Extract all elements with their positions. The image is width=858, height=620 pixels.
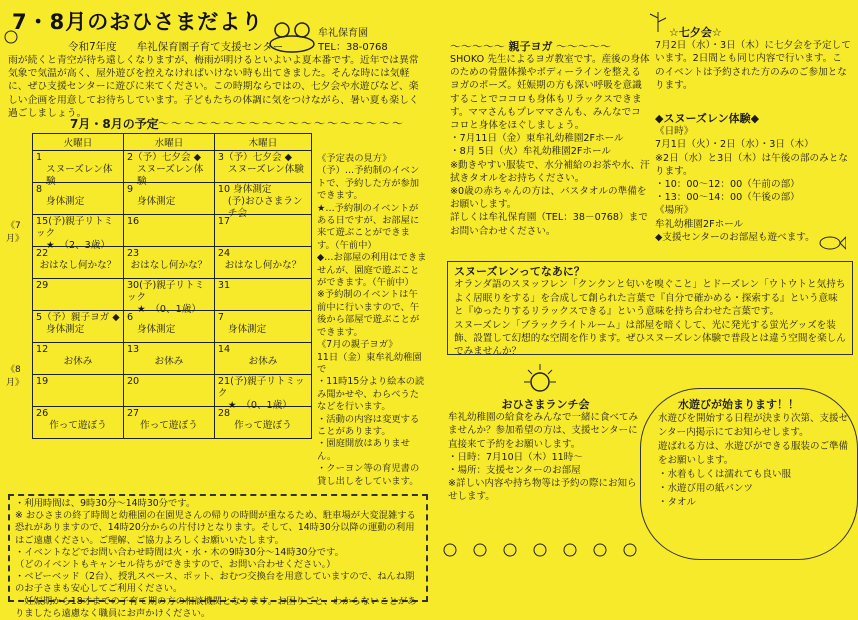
schedule-notes: 《予定表の見方》 （予）…予約制のイベントで、予約した方が参加できます。 ★…予約制のイベントがある日ですが、お部屋に来て遊ぶことができます。（午前中） ◆…お部屋の利用はできませんが、園庭で遊ぶことができます。（午前中） ※予約制のイベントは午前中に行いますので、午後から部屋で遊ぶことができます。 《7月の親子ヨガ》 11日（金）東牟礼幼稚園で ・11時15分より絵本の読み聞かせや、わらべうたなどを行います。 ・活動の内容は変更することがあります。 ・園庭開放はありません。 ・クーヨン等の育児書の貸し出しをしています。 bbox=[317, 153, 427, 487]
ball-icon bbox=[4, 30, 18, 44]
fiscal-year: 令和7年度 bbox=[68, 41, 117, 53]
cell: 10 身体測定 (予)おひさまランチ会 bbox=[214, 183, 311, 215]
snoezelen-section bbox=[655, 112, 851, 244]
month-label-august: 《8月》 bbox=[6, 364, 25, 388]
schedule-title: 7月・8月の予定 bbox=[70, 117, 159, 131]
kids-illustration bbox=[268, 14, 316, 54]
tanabata-text: 7月2日（水）・3日（木）に七夕会を予定しています。2日間とも同じ内容で行います。このイベントは予約された方のみのご参加となります。 bbox=[655, 40, 851, 91]
schedule-table bbox=[6, 133, 312, 439]
cell: 16 bbox=[123, 215, 214, 247]
cell: 1 スヌーズレン体験 bbox=[33, 151, 124, 183]
lunch-title: おひさまランチ会 bbox=[501, 398, 590, 411]
snoezelen-explainer bbox=[447, 261, 853, 358]
cell: 24 おはなし何かな？ bbox=[214, 247, 311, 279]
cell: 7 身体測定 bbox=[214, 311, 311, 343]
header-wed: 水曜日 bbox=[123, 134, 214, 151]
tanabata-section bbox=[655, 26, 851, 92]
cell: 12 お休み bbox=[33, 343, 124, 375]
cell: 17 bbox=[214, 215, 311, 247]
sun-icon bbox=[520, 362, 560, 396]
cell: 2（予）七夕会 ◆ スヌーズレン体験 bbox=[123, 151, 214, 183]
cell: 15(予)親子リトミック ★ （2、3歳） bbox=[33, 215, 124, 247]
snoezelen-text: 《日時》 7月1日（火）・2日（水）・3日（木） ※2日（水）と3日（木）は午後の部のみとなります。 ・10：00～12：00（午前の部） ・13：00～14：00（午後の部） 《場所》 牟礼幼稚園2Fホール ◆支援センターのお部屋も遊べます。 bbox=[655, 126, 848, 243]
month-label-july: 《7月》 bbox=[6, 220, 25, 244]
org-name: 牟礼保育園 bbox=[318, 28, 368, 39]
cell: 5（予）親子ヨガ ◆ 身体測定 bbox=[33, 311, 124, 343]
cell: 31 bbox=[214, 279, 311, 311]
tanabata-title: ☆七夕会☆ bbox=[669, 26, 722, 39]
cell: 13 お休み bbox=[123, 343, 214, 375]
header-tue: 火曜日 bbox=[33, 134, 124, 151]
cell: 27 作って遊ぼう bbox=[123, 407, 214, 439]
water-text: 水遊びを開始する日程が決まり次第、支援センター内掲示にてお知らせします。 遊ばれる方は、水遊びができる服装のご準備をお願いします。 ・水着もしくは濡れても良い服 ・水遊び用の紙パンツ ・タオル bbox=[658, 413, 849, 508]
cell: 8 身体測定 bbox=[33, 183, 124, 215]
wave-decoration: 〜〜〜〜〜 bbox=[450, 40, 509, 53]
cell: 23 おはなし何かな？ bbox=[123, 247, 214, 279]
cell: 19 bbox=[33, 375, 124, 407]
bamboo-icon bbox=[648, 12, 668, 32]
lunch-section bbox=[448, 398, 643, 504]
shells-decoration bbox=[440, 540, 640, 560]
cell: 14 お休み bbox=[214, 343, 311, 375]
contact bbox=[318, 27, 388, 55]
center-name: 牟礼保育園子育て支援センター bbox=[136, 41, 284, 53]
cell: 20 bbox=[123, 375, 214, 407]
water-play-section bbox=[640, 398, 850, 510]
explainer-text: オランダ語のスヌッフレン「クンクンと匂いを嗅ぐこと」とドーズレン「ウトウトと気持ちよく居眠りをする」を合成して創られた言葉で『自分で確かめる・探索する』という意味と『ゆったりするリラックスできる』という意味を持ち合わせた言葉です。 スヌーズレン「ブラックライトルーム」は部屋を暗くして、光に発光する蛍光グッズを装飾、設置して幻想的な空間を作ります。ぜひスヌーズレン体験で普段とは違う空間を楽しんでみませんか？ bbox=[454, 279, 846, 358]
page-title: 7・8月のおひさまだより bbox=[12, 10, 264, 34]
usage-info: ・利用時間は、9時30分～14時30分です。 ※ おひさまの終了時間と幼稚園の在園児さんの帰りの時間が重なるため、駐車場が大変混雑する恐れがありますので、14時20分からの片付けとなります。そして、14時30分以降の運動の利用はご遠慮ください。ご理解、ご協力よろしくお願いいたします。 ・イベントなどでお問い合わせ時間は火・水・木の9時30分～14時30分です。 （どのイベントもキャンセル待ちができますので、お問い合わせください。） ・ベビーベッド（2台）、授乳スペース、ポット、おむつ交換台を用意していますので、ねんね期のお子さまも安心してご利用ください。 ・妊娠期から18才までの子育て期の方の相談機関となります。お困りごと、わからないことがありましたら遠慮なく職員にお声かけください。 bbox=[8, 494, 428, 602]
fish-icon bbox=[818, 234, 846, 252]
header-thu: 木曜日 bbox=[214, 134, 311, 151]
cell: 9 身体測定 bbox=[123, 183, 214, 215]
wave-decoration: 〜〜〜〜〜 bbox=[552, 40, 611, 53]
yoga-text: SHOKO 先生によるヨガ教室です。産後の身体のための骨盤体操やボディーラインを整えるヨガのポーズ。妊娠期の方も深い呼吸を意識することでココロも身体もリラックスできます。ママさんもプレママさんも、みんなでココロと身体をほぐしましょう。 ・7月11日（金）東牟礼幼稚園2Fホール ・8月 5日（火）牟礼幼稚園2Fホール ※動きやすい服装で、水分補給のお茶や水、汗拭きタオルをお持ちください。 ※0歳の赤ちゃんの方は、バスタオルの準備をお願いします。 詳しくは牟礼保育園（TEL：38－0768）までお問い合わせください。 bbox=[450, 54, 650, 237]
water-title: 水遊びが始まります！！ bbox=[678, 398, 799, 411]
cell: 6 身体測定 bbox=[123, 311, 214, 343]
cell: 30(予)親子リトミック ★ （0、1歳） bbox=[123, 279, 214, 311]
yoga-title: 〜〜〜〜〜 親子ヨガ 〜〜〜〜〜 bbox=[450, 40, 611, 53]
cell: 26 作って遊ぼう bbox=[33, 407, 124, 439]
cell: 3（予）七夕会 ◆ スヌーズレン体験 bbox=[214, 151, 311, 183]
cell: 28 作って遊ぼう bbox=[214, 407, 311, 439]
cell: 21(予)親子リトミック ★ （0、1歳） bbox=[214, 375, 311, 407]
wave-decoration: 〜〜〜〜〜〜〜〜〜〜〜〜〜〜〜〜〜〜〜〜 bbox=[145, 117, 405, 130]
tel-number: TEL：38-0768 bbox=[318, 42, 388, 53]
intro-text: 雨が続くと青空が待ち遠しくなりますが、梅雨が明けるといよいよ夏本番です。近年では異常気象で気温が高く、屋外遊びを控えなければいけない時も出てきました。そんな時には気軽に、ぜひ支援センターに遊びに来てください。この時期ならではの、七夕会や水遊びなど、楽しい企画を用意してお待ちしています。子どもたちの体調に気をつけながら、暑い夏も楽しく過ごしましょう。 bbox=[8, 55, 419, 119]
cell: 22 おはなし何かな？ bbox=[33, 247, 124, 279]
explainer-title: スヌーズレンってなあに？ bbox=[454, 265, 585, 278]
lunch-text: 牟礼幼稚園の給食をみんなで一緒に食べてみませんか？参加希望の方は、支援センターに直接来て予約をお願いします。 ・日時：7月10日（木）11時～ ・場所：支援センターのお部屋 ※詳しい内容や持ち物等は予約の際にお知らせします。 bbox=[448, 412, 639, 503]
snoezelen-title: ◆スヌーズレン体験◆ bbox=[655, 112, 760, 125]
cell: 29 bbox=[33, 279, 124, 311]
